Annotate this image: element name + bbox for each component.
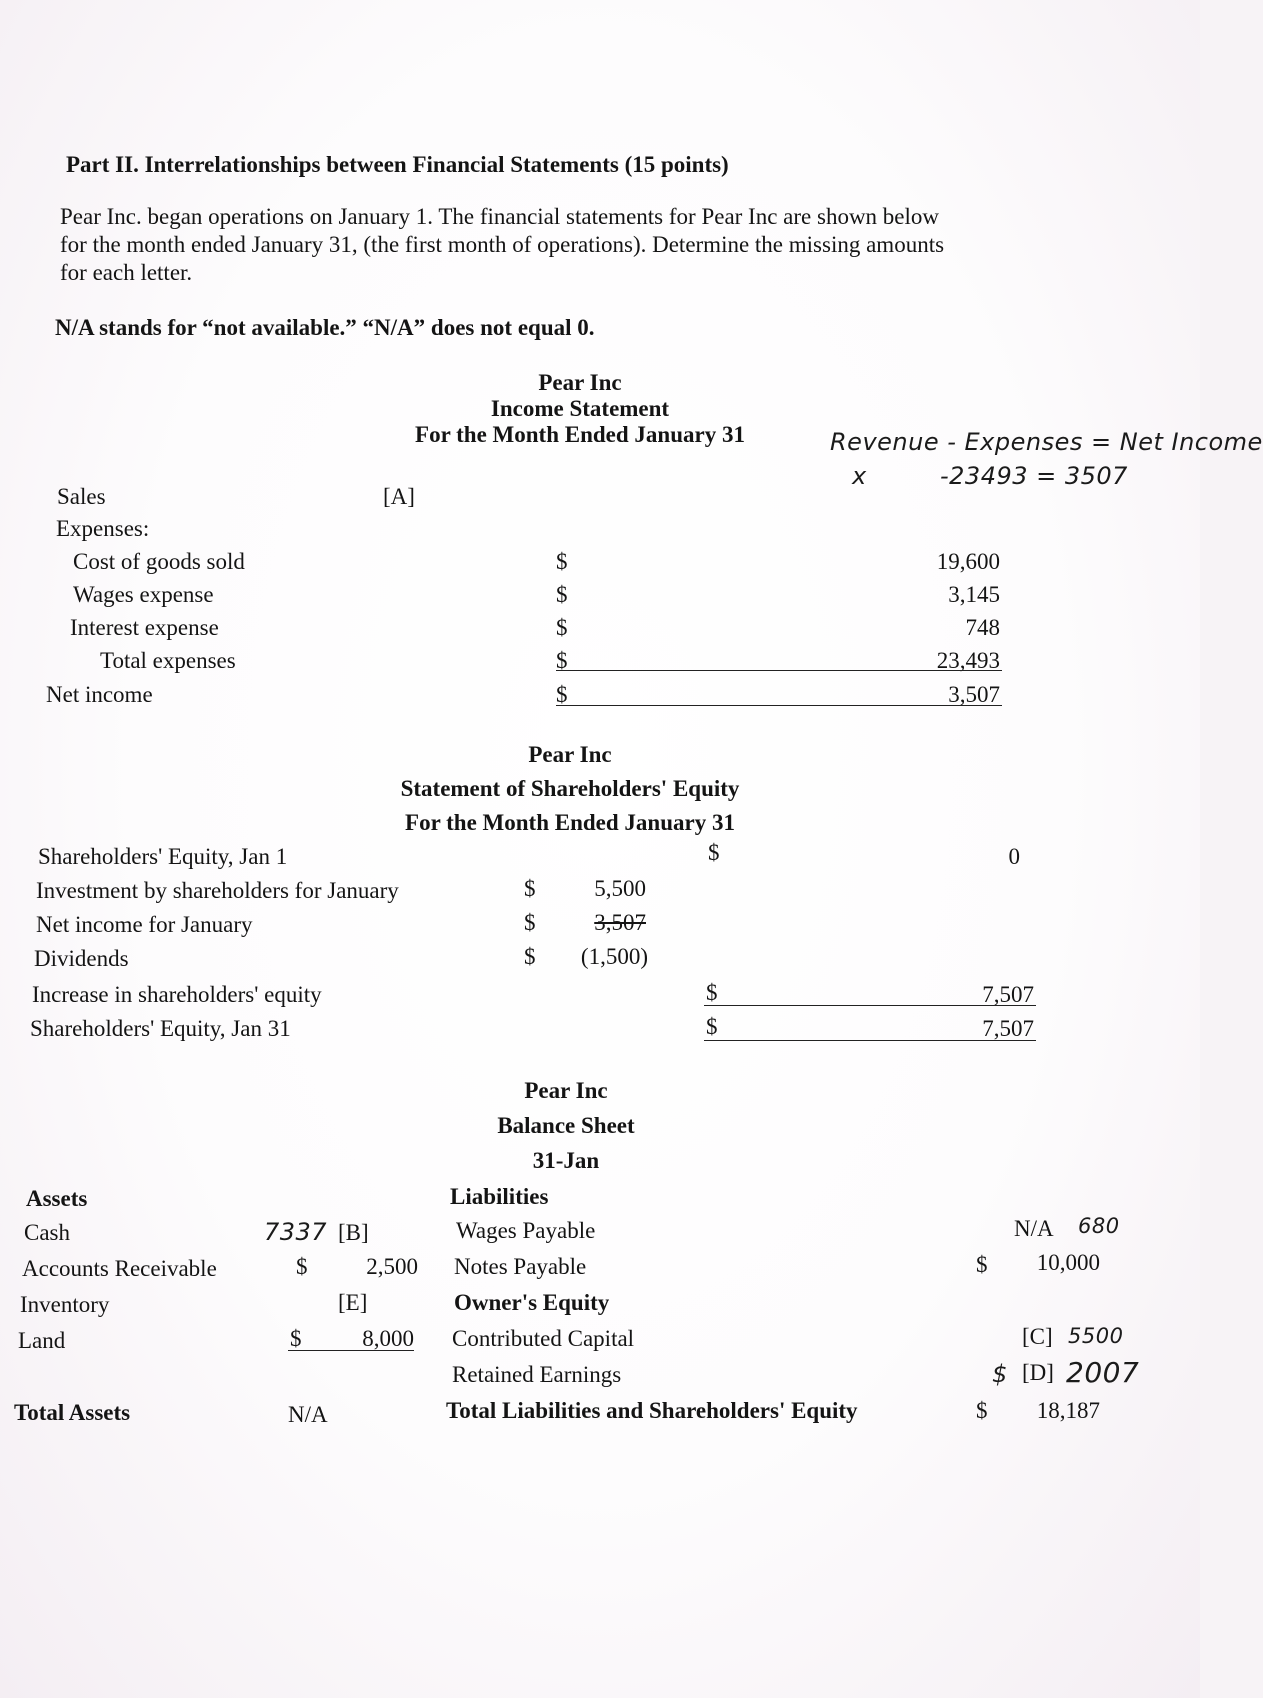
total-expenses-value: 23,493 <box>936 648 1000 673</box>
dividends-label: Dividends <box>34 946 129 971</box>
retained-label: Retained Earnings <box>452 1362 622 1387</box>
na-note: N/A stands for “not available.” “N/A” does not equal 0. <box>55 315 595 340</box>
cash-label: Cash <box>24 1220 70 1245</box>
land-label: Land <box>18 1328 66 1353</box>
equity-end-currency: $ <box>706 1014 718 1039</box>
income-period: For the Month Ended January 31 <box>415 422 745 447</box>
handwritten-cash: 7337 <box>264 1218 328 1246</box>
increase-value: 7,507 <box>982 982 1034 1007</box>
increase-rule <box>704 1005 1036 1006</box>
notes-payable-currency: $ <box>976 1252 988 1277</box>
intro-line-3: for each letter. <box>60 260 193 285</box>
total-assets-value: N/A <box>288 1402 328 1427</box>
net-income-currency: $ <box>556 682 568 707</box>
wages-expense-label: Wages expense <box>73 582 214 607</box>
equity-net-income-currency: $ <box>524 910 536 935</box>
equity-begin-currency: $ <box>708 840 720 865</box>
wages-payable-value: N/A <box>1014 1216 1054 1241</box>
handwritten-contributed: 5500 <box>1068 1324 1124 1348</box>
cogs-label: Cost of goods sold <box>73 549 245 574</box>
equity-net-income-label: Net income for January <box>36 912 253 937</box>
equity-end-label: Shareholders' Equity, Jan 31 <box>30 1016 291 1041</box>
income-company: Pear Inc <box>538 370 622 395</box>
equity-company: Pear Inc <box>528 742 612 767</box>
notes-payable-value: 10,000 <box>1036 1250 1100 1275</box>
handwritten-retained-dollar: $ <box>992 1360 1008 1388</box>
investment-value: 5,500 <box>594 876 646 901</box>
retained-value: [D] <box>1022 1360 1054 1385</box>
investment-currency: $ <box>524 876 536 901</box>
ar-currency: $ <box>296 1254 308 1279</box>
handwritten-formula: Revenue - Expenses = Net Income <box>830 428 1263 456</box>
interest-expense-value: 748 <box>965 615 1000 640</box>
total-expenses-currency: $ <box>556 648 568 673</box>
dividends-value: (1,500) <box>580 944 648 969</box>
total-le-value: 18,187 <box>1036 1398 1100 1423</box>
equity-title: Statement of Shareholders' Equity <box>400 776 740 801</box>
expenses-label: Expenses: <box>56 516 150 541</box>
increase-label: Increase in shareholders' equity <box>32 982 322 1007</box>
total-assets-label: Total Assets <box>14 1400 131 1425</box>
contributed-value: [C] <box>1022 1324 1053 1349</box>
sales-label: Sales <box>57 484 106 509</box>
land-rule <box>288 1350 414 1351</box>
land-currency: $ <box>290 1326 302 1351</box>
dividends-currency: $ <box>524 944 536 969</box>
ar-value: 2,500 <box>366 1254 418 1279</box>
interest-expense-label: Interest expense <box>70 615 219 640</box>
intro-line-1: Pear Inc. began operations on January 1. The financial statements for Pear Inc are shown below <box>60 204 940 229</box>
wages-expense-value: 3,145 <box>948 582 1000 607</box>
interest-expense-currency: $ <box>556 615 568 640</box>
wages-payable-label: Wages Payable <box>456 1218 596 1243</box>
cash-value: [B] <box>338 1220 369 1245</box>
contributed-label: Contributed Capital <box>452 1326 635 1351</box>
net-income-rule <box>556 705 1002 706</box>
cogs-currency: $ <box>556 549 568 574</box>
equity-end-rule <box>704 1040 1036 1041</box>
ar-label: Accounts Receivable <box>22 1256 217 1281</box>
net-income-value: 3,507 <box>948 682 1000 707</box>
total-le-label: Total Liabilities and Shareholders' Equity <box>446 1398 858 1423</box>
net-income-label: Net income <box>46 682 153 707</box>
land-value: 8,000 <box>362 1326 414 1351</box>
cogs-value: 19,600 <box>936 549 1000 574</box>
equity-begin-label: Shareholders' Equity, Jan 1 <box>38 844 288 869</box>
handwritten-retained: 2007 <box>1066 1356 1140 1389</box>
equity-period: For the Month Ended January 31 <box>405 810 735 835</box>
handwritten-equation: -23493 = 3507 <box>940 462 1128 490</box>
balance-date: 31-Jan <box>532 1148 600 1173</box>
handwritten-wages-payable: 680 <box>1078 1214 1120 1238</box>
equity-net-income-value: 3,507 <box>594 910 646 935</box>
part-title: Part II. Interrelationships between Financial Statements (15 points) <box>66 152 729 177</box>
inventory-value: [E] <box>338 1290 368 1315</box>
total-le-currency: $ <box>976 1398 988 1423</box>
balance-title: Balance Sheet <box>497 1113 635 1138</box>
notes-payable-label: Notes Payable <box>454 1254 587 1279</box>
equity-begin-value: 0 <box>1008 844 1020 869</box>
income-title: Income Statement <box>490 396 670 421</box>
wages-expense-currency: $ <box>556 582 568 607</box>
equity-end-value: 7,507 <box>982 1016 1034 1041</box>
intro-line-2: for the month ended January 31, (the first month of operations). Determine the missing amounts <box>60 232 945 257</box>
handwritten-x: x <box>852 462 867 490</box>
increase-currency: $ <box>706 980 718 1005</box>
assets-header: Assets <box>26 1186 88 1211</box>
total-expenses-rule <box>556 670 1002 671</box>
sales-value: [A] <box>383 484 415 509</box>
liabilities-header: Liabilities <box>450 1184 549 1209</box>
total-expenses-label: Total expenses <box>100 648 236 673</box>
balance-company: Pear Inc <box>524 1078 608 1103</box>
owners-equity-header: Owner's Equity <box>454 1290 610 1315</box>
investment-label: Investment by shareholders for January <box>36 878 399 903</box>
inventory-label: Inventory <box>20 1292 110 1317</box>
